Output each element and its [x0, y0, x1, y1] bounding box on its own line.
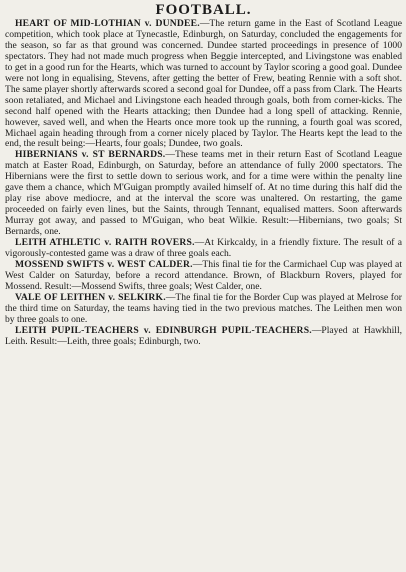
article-body: —The final tie for the Border Cup was played at Melrose for the third time on Saturday, the teams having tied in the two previous matches. The Leithen men won by three goals to one.: [5, 291, 402, 325]
article-headline: MOSSEND SWIFTS v. WEST CALDER.: [15, 258, 193, 270]
article-body: —These teams met in their return East of Scotland League match at Easter Road, Edinburgh, on Saturday, before an attendance of fully 2000 spectators. The Hibernians were the first to settle down to serious work, and for a time were within the penalty line gave them a chance, which M'Guigan promptly availed himself of. At no time during this half did the play rise above mediocre, and at the interval the score was unaltered. On restarting, the game proceeded on fairly even lines, but the Saints, through Tennant, equalised matters. Soon afterwards Murray got away, and passed to M'Guigan, who beat Wilkie. Result:—Hibernians, two goals; St Bernards, one.: [5, 149, 402, 238]
article-body: —Played at Hawkhill, Leith. Result:—Leith, three goals; Edinburgh, two.: [5, 324, 403, 347]
article-headline: HIBERNIANS v. ST BERNARDS.: [15, 149, 166, 161]
article-vale-of-leithen-selkirk: [5, 293, 402, 326]
article-hearts-dundee: [5, 19, 402, 150]
article-mossend-swifts-west-calder: [5, 260, 402, 293]
article-body: —This final tie for the Carmichael Cup was played at West Calder on Saturday, before a record attendance. Brown, of Blackburn Rovers, played for Mossend. Result:—Mossend Swifts, three goals; West Calder, one.: [5, 258, 402, 292]
page-title: FOOTBALL.: [155, 2, 252, 18]
article-headline: VALE OF LEITHEN v. SELKIRK.: [15, 291, 166, 303]
article-hibernians-st-bernards: [5, 150, 402, 238]
article-headline: LEITH PUPIL-TEACHERS v. EDINBURGH PUPIL-TEACHERS.: [15, 324, 312, 336]
article-headline: HEART OF MID-LOTHIAN v. DUNDEE.: [15, 18, 200, 29]
article-body: —At Kirkcaldy, in a friendly fixture. The result of a vigorously-contested game was a draw of three goals each.: [5, 237, 402, 260]
article-leith-edinburgh-pupil-teachers: [5, 326, 402, 348]
article-body: —The return game in the East of Scotland League competition, which took place at Tynecastle, Edinburgh, on Saturday, concluded the engagements for the season, so far as that ground was concerned. Dundee started proceedings in presence of 1000 spectators. They had not made much progress when Beggie intercepted, and Livingstone was enabled to get in a good run for the Hearts, which was turned to account by Taylor scoring a good goal. Dundee were not long in equalising, Stevens, after getting the better of Frew, beating Rennie with a soft shot. The same player shortly afterwards scored a second goal for Dundee, off a pass from Clark. The Hearts soon retaliated, and Michael and Livingstone each headed through goals, both from corner-kicks. The second half opened with the Hearts attacking; then Dundee had a long spell of attacking. Rennie, however, saved well, and when the Hearts once more took up the running, a fourth goal was scored, Michael again heading through from a corner nicely placed by Taylor. The Hearts kept the lead to the end, the result being:—Hearts, four goals; Dundee, two goals.: [5, 18, 403, 150]
article-headline: LEITH ATHLETIC v. RAITH ROVERS.: [15, 237, 195, 249]
article-leith-athletic-raith-rovers: [5, 238, 402, 260]
